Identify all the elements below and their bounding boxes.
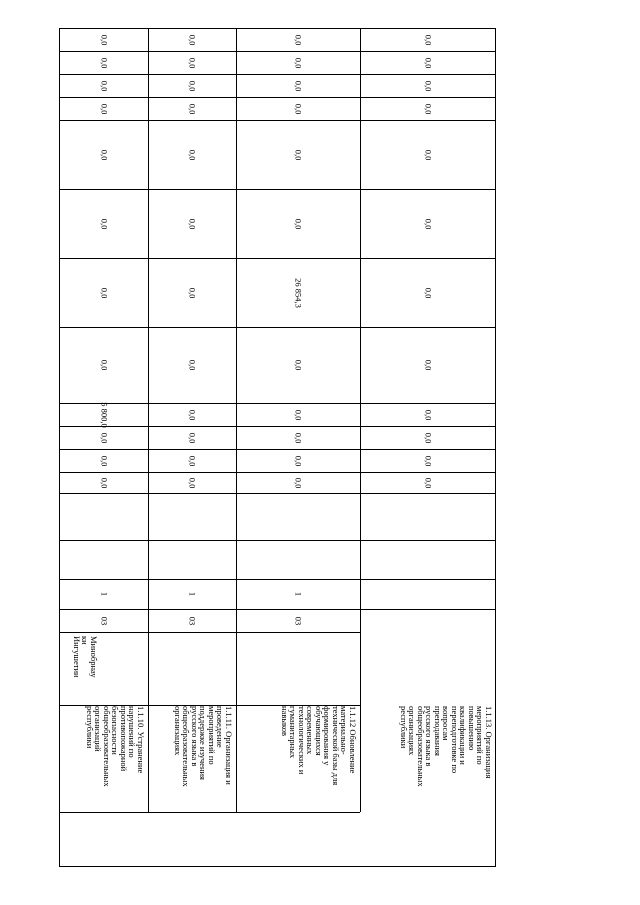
table-cell-v9: 0,0 [293,103,304,114]
table-cell-v2: 0,0 [187,455,198,466]
table-cell-v5: 0,0 [423,359,434,371]
table-cell-v12: 0,0 [187,34,198,45]
table-cell-v2: 0,0 [423,455,434,466]
grid-line-horizontal [59,540,496,541]
grid-line-vertical [360,28,361,812]
table-cell-v10: 0,0 [423,80,434,91]
grid-line-horizontal [59,426,496,427]
table-cell-v9: 0,0 [423,103,434,114]
grid-line-horizontal [59,403,496,404]
grid-line-horizontal [59,812,360,813]
row-name-label: 1.1.11. Организация и проведение мероприятий по поддержке изучения русского языка в общеобразовательных организациях [173,706,234,787]
table-cell-v12: 0,0 [98,34,109,45]
table-cell-v11: 0,0 [423,57,434,68]
table-cell-v10: 0,0 [293,80,304,91]
table-cell-code: 03 [293,616,304,625]
table-cell-v3: 0,0 [98,432,109,443]
grid-line-horizontal [59,493,496,494]
table-cell-v5: 0,0 [187,359,198,371]
table-cell-v3: 0,0 [423,432,434,443]
grid-line-horizontal [59,609,496,610]
table-cell-v12: 0,0 [293,34,304,45]
table-cell-v9: 0,0 [187,103,198,114]
table-cell-v4: 0,0 [423,409,434,420]
table-cell-code: 03 [187,616,198,625]
table-cell-v2: 0,0 [98,455,109,466]
table-cell-v11: 0,0 [293,57,304,68]
executor-label: Минобрнау ки Ингушетии [72,636,99,678]
grid-line-horizontal [59,632,360,633]
table-cell-v1: 0,0 [187,477,198,488]
table-cell-v11: 0,0 [187,57,198,68]
grid-line-vertical [236,28,237,812]
grid-line-horizontal [59,74,496,75]
table-cell-v7: 0,0 [423,218,434,229]
row-name-label: 1.1.12 Обновление материально- технической базы для формирования у обучающихся современных технологических и гуманитарных навыков [280,706,358,786]
table-cell-v6: 0,0 [98,287,109,298]
grid-line-horizontal [59,258,496,259]
table-cell-v9: 0,0 [98,103,109,114]
grid-line-horizontal [59,189,496,190]
grid-line-horizontal [59,449,496,450]
table-cell-count: 1 [187,591,198,597]
table-cell-v12: 0,0 [423,34,434,45]
table-cell-v5: 0,0 [98,359,109,371]
table-cell-v6: 0,0 [423,287,434,298]
row-name-label: 1.1.13. Организация мероприятий по повышению квалификации и переподготовке по вопросам преподавания русского языка в общеобразовательных организациях республики [399,706,494,787]
table-cell-v6: 26 854,3 [293,277,304,308]
grid-line-horizontal [59,327,496,328]
table-cell-v4: 0,0 [293,409,304,420]
table-cell-v3: 0,0 [187,432,198,443]
table-cell-v7: 0,0 [98,218,109,229]
row-name-label: 1.1.10. Устранение нарушений по противопожарной безопасности общеобразовательных организаций республики [85,706,146,787]
grid-line-horizontal [59,120,496,121]
table-cell-v4: 5 800,0 [98,401,109,428]
grid-line-horizontal [59,51,496,52]
table-cell-v7: 0,0 [187,218,198,229]
table-cell-v8: 0,0 [293,149,304,160]
grid-line-horizontal [59,579,496,580]
table-cell-v3: 0,0 [293,432,304,443]
table-cell-v1: 0,0 [293,477,304,488]
table-cell-v2: 0,0 [293,455,304,466]
table-cell-v11: 0,0 [98,57,109,68]
grid-line-horizontal [59,97,496,98]
table-cell-v1: 0,0 [98,477,109,488]
grid-line-horizontal [59,472,496,473]
table-cell-v4: 0,0 [187,409,198,420]
table-cell-v8: 0,0 [98,149,109,160]
table-cell-v10: 0,0 [98,80,109,91]
table-cell-v7: 0,0 [293,218,304,229]
grid-line-vertical [148,28,149,812]
table-cell-count: 1 [98,591,109,597]
table-cell-code: 03 [98,616,109,625]
table-cell-v1: 0,0 [423,477,434,488]
table-cell-v6: 0,0 [187,287,198,298]
table-cell-v8: 0,0 [187,149,198,160]
table-cell-v10: 0,0 [187,80,198,91]
table-cell-v5: 0,0 [293,359,304,371]
table-cell-count: 1 [293,591,304,597]
table-cell-v8: 0,0 [423,149,434,160]
